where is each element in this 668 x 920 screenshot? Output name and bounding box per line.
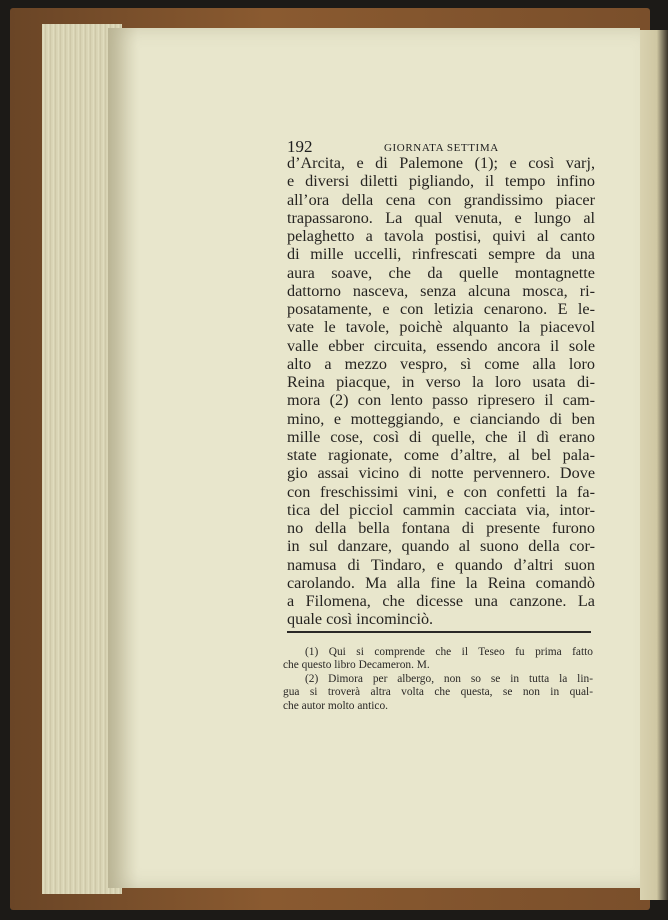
- text-line: aura soave, che da quelle montagnette: [287, 263, 595, 282]
- footnote-line: (2) Dimora per albergo, non so se in tutta la lin-: [305, 672, 593, 685]
- text-line: mille cose, così di quelle, che il dì erano: [287, 427, 595, 446]
- text-line: posatamente, e con letizia cenarono. E le-: [287, 300, 595, 318]
- footnote-line: che autor molto antico.: [283, 699, 389, 712]
- footnote-line: gua si troverà altra volta che questa, se non in qual-: [283, 686, 593, 699]
- text-line: mino, e motteggiando, e cianciando di ben: [287, 409, 595, 428]
- text-line: namusa di Tindaro, e quando d’altri suon: [287, 555, 595, 574]
- text-line: a Filomena, che dicesse una canzone. La: [287, 592, 595, 610]
- text-line: Reina piacque, in verso la loro usata di-: [287, 373, 595, 391]
- text-line: di mille uccelli, rinfrescati sempre da una: [287, 245, 595, 264]
- text-line: quale così incominciò.: [287, 610, 434, 629]
- running-title: GIORNATA SETTIMA: [384, 142, 499, 154]
- text-line: valle ebber circuita, essendo ancora il sole: [287, 336, 595, 355]
- page-number: 192: [287, 137, 313, 156]
- text-line: trapassarono. La qual venuta, e lungo al: [287, 208, 595, 227]
- footnote-divider: [287, 631, 591, 633]
- opposite-page-edge: [640, 30, 668, 900]
- text-line: pelaghetto a tavola postisi, quivi al canto: [287, 227, 595, 245]
- text-line: mora (2) con lento passo ripresero il cam-: [287, 391, 595, 410]
- text-line: d’Arcita, e di Palemone (1); e così varj,: [287, 154, 595, 172]
- text-line: con freschissimi vini, e con confetti la fa-: [287, 482, 595, 501]
- body-text: [287, 154, 595, 629]
- footnote-line: che questo libro Decameron. M.: [283, 659, 430, 672]
- text-line: in sul danzare, quando al suono della cor-: [287, 537, 595, 556]
- text-line: gio assai vicino di notte pervennero. Dove: [287, 464, 595, 483]
- text-line: carolando. Ma alla fine la Reina comandò: [287, 573, 595, 592]
- text-line: alto a mezzo vespro, sì come alla loro: [287, 354, 595, 373]
- text-line: state ragionate, come d’altre, al bel pala-: [287, 446, 595, 464]
- text-line: all’ora della cena con grandissimo piacer: [287, 190, 595, 209]
- text-line: no della bella fontana di presente furono: [287, 519, 595, 537]
- text-line: tica del picciol cammin cacciata via, intor-: [287, 500, 595, 519]
- footnote-line: (1) Qui si comprende che il Teseo fu prima fatto: [305, 646, 593, 658]
- text-line: vate le tavole, poichè alquanto la piacevol: [287, 318, 595, 337]
- text-line: e diversi diletti pigliando, il tempo infino: [287, 172, 595, 191]
- footnotes: [283, 646, 593, 713]
- text-line: dattorno nasceva, senza alcuna mosca, ri-: [287, 281, 595, 300]
- gutter-shadow: [108, 28, 138, 888]
